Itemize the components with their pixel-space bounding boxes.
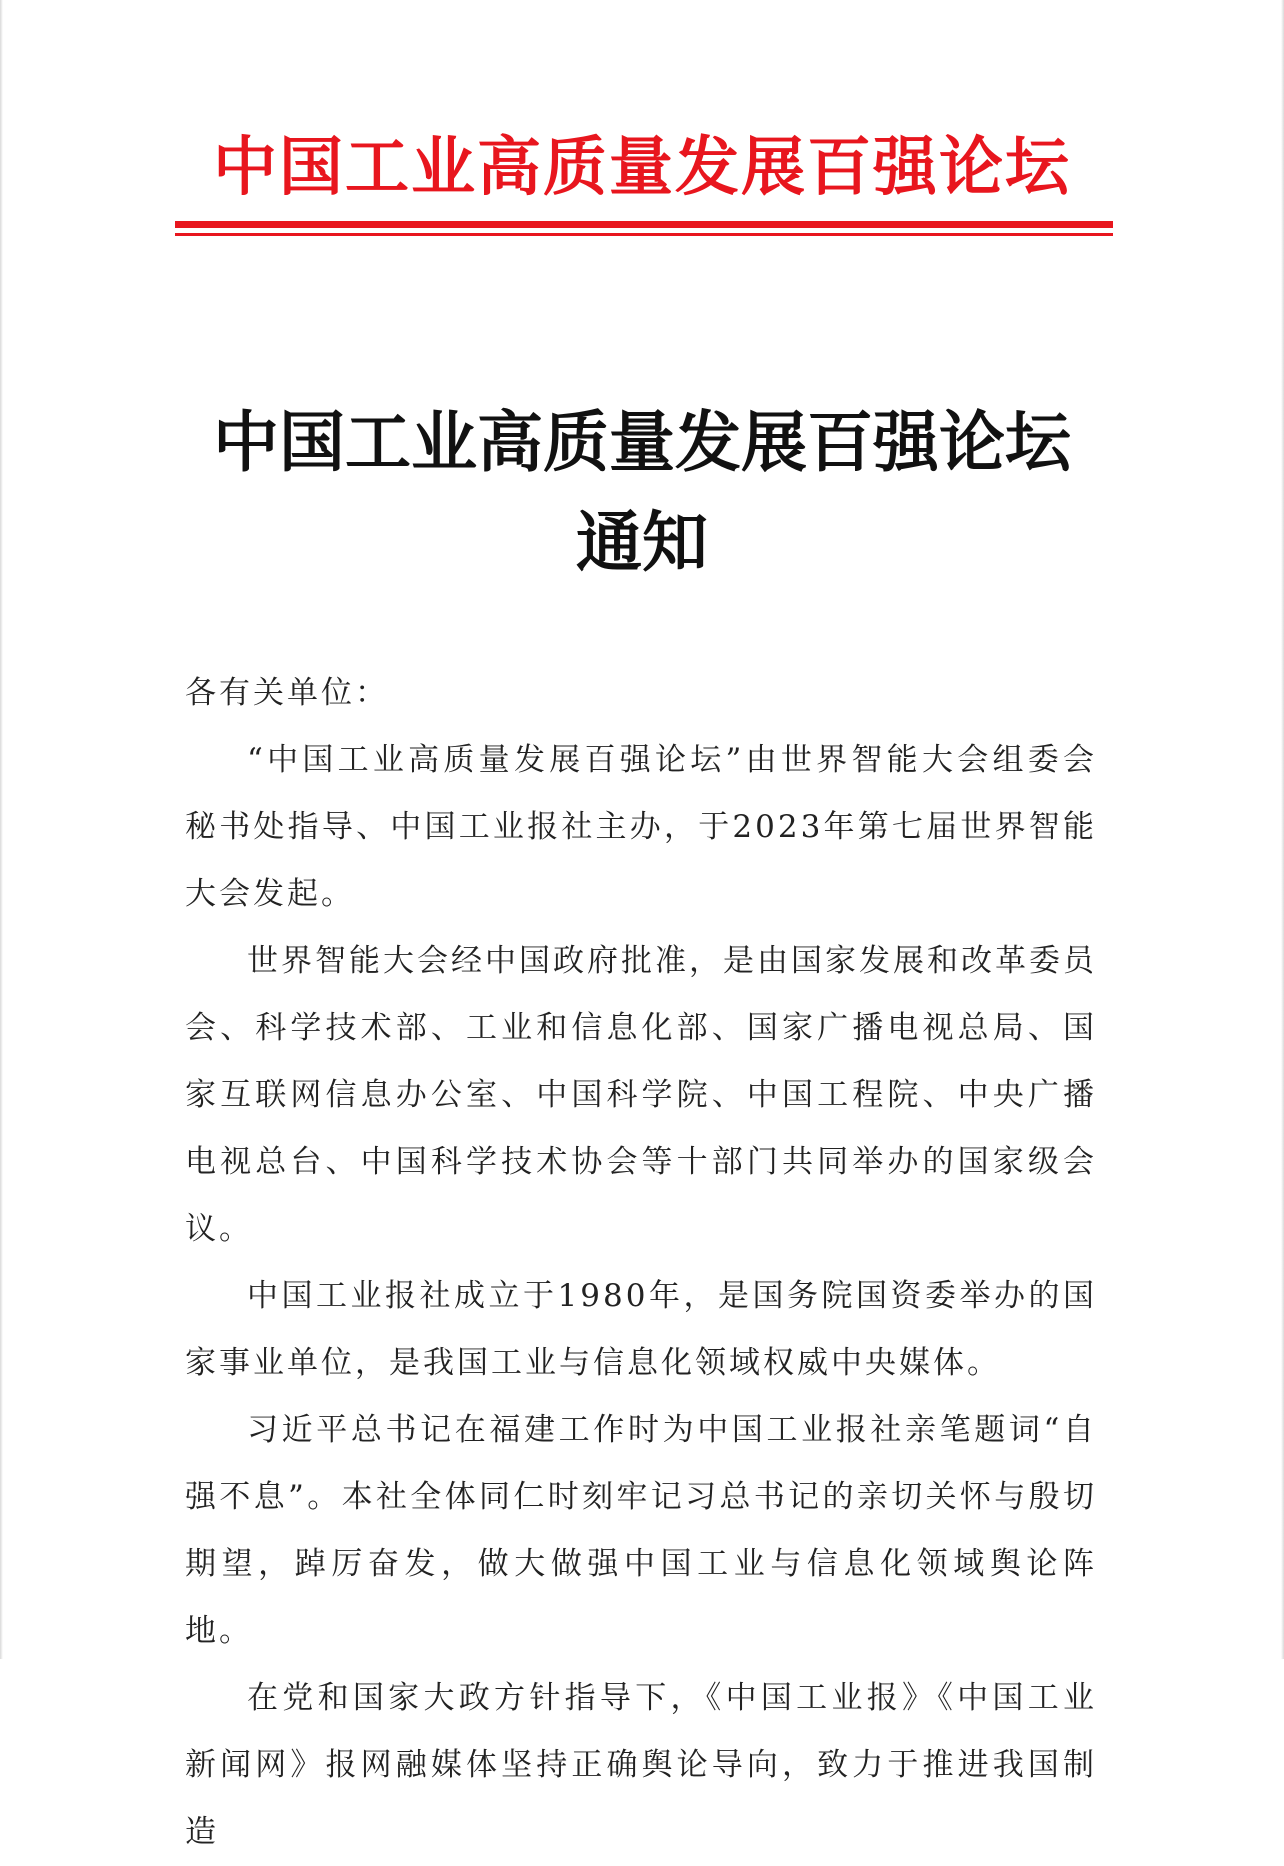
- paragraph-2: 世界智能大会经中国政府批准，是由国家发展和改革委员会、科学技术部、工业和信息化部、国家广播电视总局、国家互联网信息办公室、中国科学院、中国工程院、中央广播电视总台、中国科学技术协会等十部门共同举办的国家级会议。: [185, 943, 1097, 1247]
- page-edge-left: [0, 0, 3, 1659]
- masthead-rule-thick: [175, 221, 1113, 228]
- masthead-title: 中国工业高质量发展百强论坛: [213, 130, 1071, 205]
- salutation: 各有关单位：: [185, 675, 389, 711]
- document-title-line1: 中国工业高质量发展百强论坛: [213, 403, 1071, 481]
- paragraph-4: 习近平总书记在福建工作时为中国工业报社亲笔题词“自强不息”。本社全体同仁时刻牢记习总书记的亲切关怀与殷切期望，踔厉奋发，做大做强中国工业与信息化领域舆论阵地。: [185, 1412, 1097, 1649]
- paragraph-3: 中国工业报社成立于1980年，是国务院国资委举办的国家事业单位，是我国工业与信息化领域权威中央媒体。: [185, 1278, 1097, 1381]
- document-title-line2: 通知: [576, 503, 708, 581]
- paragraph-5: 在党和国家大政方针指导下，《中国工业报》《中国工业新闻网》报网融媒体坚持正确舆论导向，致力于推进我国制造: [185, 1680, 1097, 1850]
- document-body: [185, 660, 1097, 1866]
- masthead-rule-thin: [175, 233, 1113, 236]
- paragraph-1: “中国工业高质量发展百强论坛”由世界智能大会组委会秘书处指导、中国工业报社主办，于2023年第七届世界智能大会发起。: [185, 742, 1097, 912]
